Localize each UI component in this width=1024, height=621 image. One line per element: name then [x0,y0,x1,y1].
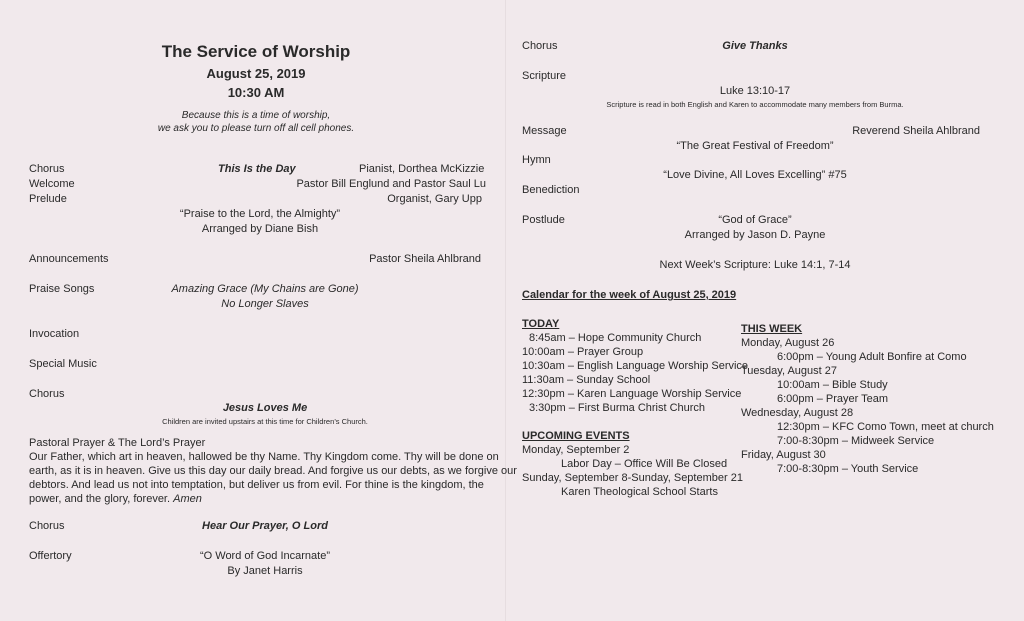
postlude-piece: “God of Grace” [718,214,792,226]
prayer-heading: Pastoral Prayer & The Lord’s Prayer [29,437,206,449]
this-week-item: Wednesday, August 28 [741,407,854,419]
welcome-pastors: Pastor Bill Englund and Pastor Saul Lu [296,178,486,190]
service-time: 10:30 AM [227,85,285,100]
this-week-item: Monday, August 26 [741,337,835,349]
praise-song-1: Amazing Grace (My Chains are Gone) [171,283,359,295]
hymn-title: “Love Divine, All Loves Excelling” #75 [663,169,847,181]
prelude-arranger: Arranged by Diane Bish [201,223,319,235]
prayer-line-4 [29,493,202,506]
message-label: Message [522,125,567,137]
chorus-label: Chorus [29,163,65,175]
praise-song-2: No Longer Slaves [221,298,309,310]
benediction-label: Benediction [522,184,580,196]
today-item: 8:45am – Hope Community Church [529,332,702,344]
prayer-line-3: debtors. And lead us not into temptation, but deliver us from evil. For thine is the kingdom, the [29,479,484,491]
notice-line-1: Because this is a time of worship, [181,110,331,121]
calendar-heading: Calendar for the week of August 25, 2019 [522,289,737,301]
postlude-arranger: Arranged by Jason D. Payne [684,229,826,241]
chorus-2-label: Chorus [29,388,65,400]
offertory-composer: By Janet Harris [227,565,303,577]
right-page [505,0,1024,621]
pianist: Pianist, Dorthea McKizzie [359,163,485,175]
scripture-reference: Luke 13:10-17 [719,85,791,97]
today-item: 3:30pm – First Burma Christ Church [529,402,706,414]
upcoming-heading: UPCOMING EVENTS [522,430,630,442]
this-week-item: 7:00-8:30pm – Midweek Service [777,435,935,447]
today-heading: TODAY [522,318,560,330]
prayer-line-2: earth, as it is in heaven. Give us this day our daily bread. And forgive us our debts, as we forgive our [29,465,517,477]
this-week-heading: THIS WEEK [741,323,803,335]
today-item: 11:30am – Sunday School [522,374,651,386]
announcements-person: Pastor Sheila Ahlbrand [369,253,481,265]
organist: Organist, Gary Upp [387,193,482,205]
this-week-item: Friday, August 30 [741,449,826,461]
special-music-label: Special Music [29,358,97,370]
this-week-item: 6:00pm – Prayer Team [777,393,889,405]
service-date: August 25, 2019 [206,66,306,81]
chorus-2-song: Jesus Loves Me [222,402,308,414]
prayer-amen: Amen [173,493,202,505]
chorus-label: Chorus [522,40,558,52]
offertory-label: Offertory [29,550,72,562]
this-week-item: 6:00pm – Young Adult Bonfire at Como [777,351,967,363]
message-title: “The Great Festival of Freedom” [676,140,834,152]
this-week-item: 7:00-8:30pm – Youth Service [777,463,919,475]
scripture-label: Scripture [522,70,567,82]
chorus-song: This Is the Day [218,163,296,175]
announcements-label: Announcements [29,253,109,265]
upcoming-item: Labor Day – Office Will Be Closed [561,458,728,470]
next-week-scripture: Next Week’s Scripture: Luke 14:1, 7-14 [659,259,851,271]
message-speaker: Reverend Sheila Ahlbrand [852,125,980,137]
today-item: 12:30pm – Karen Language Worship Service [522,388,742,400]
prelude-piece: “Praise to the Lord, the Almighty” [179,208,341,220]
this-week-item: 12:30pm – KFC Como Town, meet at church [777,421,994,433]
upcoming-item: Monday, September 2 [522,444,630,456]
today-item: 10:00am – Prayer Group [522,346,644,358]
welcome-label: Welcome [29,178,75,190]
upcoming-item: Karen Theological School Starts [561,486,718,498]
chorus-3-label: Chorus [29,520,65,532]
today-item: 10:30am – English Language Worship Service [522,360,749,372]
prayer-line-1: Our Father, which art in heaven, hallowed be thy Name. Thy Kingdom come. Thy will be done on [29,451,499,463]
notice-line-2: we ask you to please turn off all cell phones. [157,123,355,134]
praise-songs-label: Praise Songs [29,283,95,295]
upcoming-item: Sunday, September 8-Sunday, September 21 [522,472,743,484]
childrens-church-note: Children are invited upstairs at this time for Children’s Church. [162,417,368,426]
page-title: The Service of Worship [161,42,351,61]
chorus-3-song: Hear Our Prayer, O Lord [202,520,328,532]
postlude-label: Postlude [522,214,565,226]
this-week-item: Tuesday, August 27 [741,365,838,377]
this-week-item: 10:00am – Bible Study [777,379,888,391]
scripture-note: Scripture is read in both English and Karen to accommodate many members from Burma. [606,100,904,109]
prelude-label: Prelude [29,193,67,205]
chorus-song: Give Thanks [722,40,788,52]
invocation-label: Invocation [29,328,80,340]
offertory-piece: “O Word of God Incarnate” [199,550,331,562]
hymn-label: Hymn [522,154,551,166]
prayer-line-4-text: power, and the glory, forever. [29,493,171,505]
